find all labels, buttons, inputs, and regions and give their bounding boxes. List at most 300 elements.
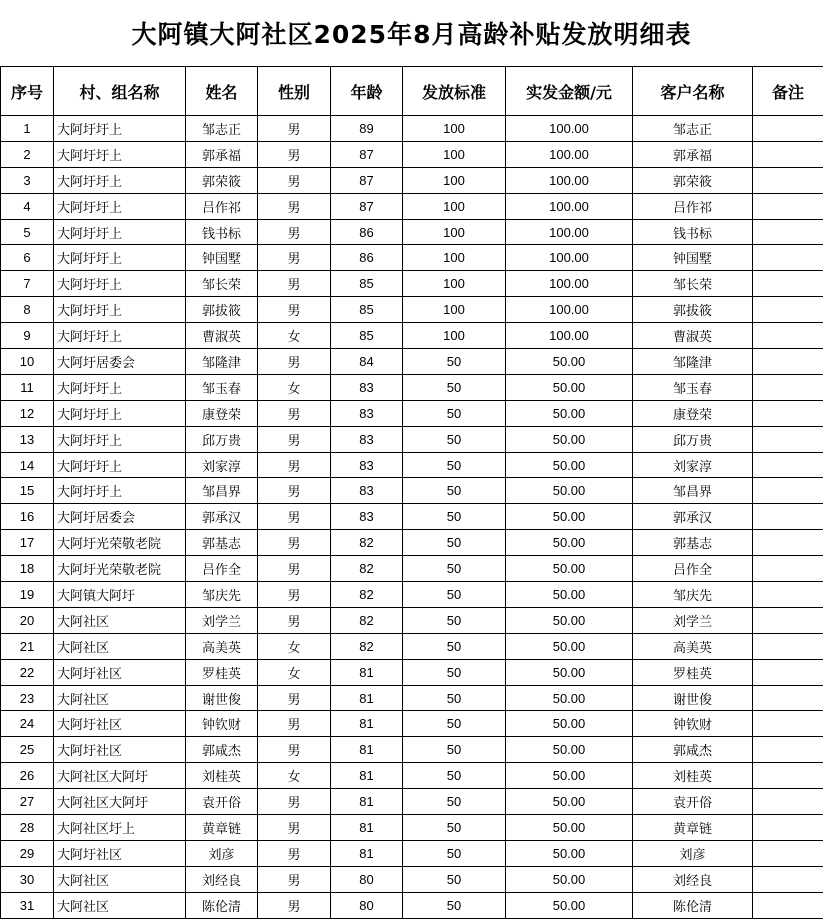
cell-name: 刘经良	[186, 866, 258, 892]
cell-name: 曹淑英	[186, 323, 258, 349]
col-header-name: 姓名	[186, 67, 258, 116]
cell-standard: 50	[403, 659, 506, 685]
cell-standard: 50	[403, 556, 506, 582]
cell-amount: 50.00	[506, 582, 633, 608]
cell-index: 25	[1, 737, 54, 763]
cell-gender: 男	[258, 478, 331, 504]
cell-index: 5	[1, 219, 54, 245]
table-row	[1, 193, 823, 219]
col-header-standard: 发放标准	[403, 67, 506, 116]
cell-customer-name: 钟国墅	[633, 245, 753, 271]
page-title: 大阿镇大阿社区2025年8月高龄补贴发放明细表	[131, 20, 692, 49]
cell-gender: 男	[258, 504, 331, 530]
cell-remarks	[753, 840, 823, 866]
cell-customer-name: 郭拔筱	[633, 297, 753, 323]
cell-remarks	[753, 349, 823, 375]
table-row	[1, 245, 823, 271]
cell-village-group: 大阿圩圩上	[54, 478, 186, 504]
cell-gender: 女	[258, 323, 331, 349]
cell-standard: 50	[403, 452, 506, 478]
cell-village-group: 大阿圩圩上	[54, 400, 186, 426]
table-row	[1, 556, 823, 582]
cell-village-group: 大阿社区大阿圩	[54, 763, 186, 789]
cell-village-group: 大阿社区大阿圩	[54, 789, 186, 815]
cell-index: 6	[1, 245, 54, 271]
cell-standard: 100	[403, 141, 506, 167]
cell-remarks	[753, 892, 823, 918]
cell-index: 10	[1, 349, 54, 375]
cell-village-group: 大阿镇大阿圩	[54, 582, 186, 608]
cell-customer-name: 邹长荣	[633, 271, 753, 297]
cell-gender: 男	[258, 141, 331, 167]
table-row	[1, 840, 823, 866]
cell-standard: 50	[403, 815, 506, 841]
cell-gender: 男	[258, 789, 331, 815]
cell-age: 81	[331, 685, 403, 711]
cell-name: 钱书标	[186, 219, 258, 245]
cell-amount: 50.00	[506, 400, 633, 426]
cell-remarks	[753, 815, 823, 841]
cell-standard: 50	[403, 763, 506, 789]
cell-age: 81	[331, 789, 403, 815]
table-row	[1, 426, 823, 452]
cell-index: 16	[1, 504, 54, 530]
cell-customer-name: 吕作全	[633, 556, 753, 582]
cell-village-group: 大阿社区	[54, 892, 186, 918]
cell-age: 81	[331, 815, 403, 841]
cell-gender: 男	[258, 167, 331, 193]
cell-name: 谢世俊	[186, 685, 258, 711]
cell-amount: 100.00	[506, 297, 633, 323]
cell-customer-name: 刘经良	[633, 866, 753, 892]
cell-village-group: 大阿圩圩上	[54, 426, 186, 452]
cell-index: 22	[1, 659, 54, 685]
cell-standard: 50	[403, 400, 506, 426]
cell-remarks	[753, 374, 823, 400]
cell-index: 26	[1, 763, 54, 789]
table-row	[1, 815, 823, 841]
cell-customer-name: 吕作祁	[633, 193, 753, 219]
cell-standard: 100	[403, 323, 506, 349]
cell-index: 15	[1, 478, 54, 504]
cell-index: 4	[1, 193, 54, 219]
cell-village-group: 大阿圩圩上	[54, 141, 186, 167]
cell-gender: 男	[258, 582, 331, 608]
cell-remarks	[753, 452, 823, 478]
table-row	[1, 530, 823, 556]
table-row	[1, 633, 823, 659]
cell-remarks	[753, 659, 823, 685]
cell-standard: 50	[403, 685, 506, 711]
cell-customer-name: 刘学兰	[633, 607, 753, 633]
cell-amount: 50.00	[506, 840, 633, 866]
cell-index: 1	[1, 116, 54, 142]
cell-age: 87	[331, 193, 403, 219]
cell-index: 21	[1, 633, 54, 659]
cell-village-group: 大阿圩圩上	[54, 271, 186, 297]
table-row	[1, 219, 823, 245]
cell-age: 81	[331, 737, 403, 763]
cell-index: 18	[1, 556, 54, 582]
cell-amount: 50.00	[506, 685, 633, 711]
cell-age: 85	[331, 297, 403, 323]
cell-gender: 女	[258, 633, 331, 659]
cell-age: 83	[331, 426, 403, 452]
cell-index: 23	[1, 685, 54, 711]
cell-age: 85	[331, 271, 403, 297]
cell-standard: 50	[403, 374, 506, 400]
cell-gender: 男	[258, 297, 331, 323]
cell-standard: 50	[403, 349, 506, 375]
cell-name: 袁开俗	[186, 789, 258, 815]
table-row	[1, 763, 823, 789]
cell-village-group: 大阿圩圩上	[54, 374, 186, 400]
cell-amount: 100.00	[506, 245, 633, 271]
cell-amount: 100.00	[506, 141, 633, 167]
cell-gender: 男	[258, 452, 331, 478]
cell-standard: 50	[403, 711, 506, 737]
cell-standard: 50	[403, 892, 506, 918]
cell-amount: 50.00	[506, 452, 633, 478]
cell-name: 刘彦	[186, 840, 258, 866]
cell-gender: 男	[258, 737, 331, 763]
cell-remarks	[753, 193, 823, 219]
cell-amount: 50.00	[506, 556, 633, 582]
cell-name: 陈伦清	[186, 892, 258, 918]
cell-remarks	[753, 763, 823, 789]
cell-amount: 50.00	[506, 633, 633, 659]
cell-index: 2	[1, 141, 54, 167]
cell-age: 83	[331, 478, 403, 504]
cell-name: 吕作全	[186, 556, 258, 582]
cell-name: 刘家淳	[186, 452, 258, 478]
cell-amount: 100.00	[506, 323, 633, 349]
cell-customer-name: 邹昌界	[633, 478, 753, 504]
cell-age: 83	[331, 452, 403, 478]
cell-village-group: 大阿圩圩上	[54, 245, 186, 271]
cell-age: 87	[331, 141, 403, 167]
cell-name: 黄章链	[186, 815, 258, 841]
cell-gender: 男	[258, 892, 331, 918]
cell-amount: 50.00	[506, 737, 633, 763]
cell-name: 钟国墅	[186, 245, 258, 271]
cell-age: 83	[331, 504, 403, 530]
table-row	[1, 349, 823, 375]
table-row	[1, 323, 823, 349]
cell-standard: 50	[403, 607, 506, 633]
cell-village-group: 大阿圩圩上	[54, 167, 186, 193]
cell-village-group: 大阿圩居委会	[54, 349, 186, 375]
col-header-amount: 实发金额/元	[506, 67, 633, 116]
cell-index: 8	[1, 297, 54, 323]
cell-village-group: 大阿圩圩上	[54, 452, 186, 478]
table-row	[1, 400, 823, 426]
table-row	[1, 167, 823, 193]
cell-index: 9	[1, 323, 54, 349]
cell-index: 20	[1, 607, 54, 633]
cell-age: 82	[331, 633, 403, 659]
cell-age: 83	[331, 400, 403, 426]
cell-customer-name: 邹隆津	[633, 349, 753, 375]
cell-gender: 男	[258, 815, 331, 841]
table-row	[1, 297, 823, 323]
table-row	[1, 737, 823, 763]
cell-village-group: 大阿社区	[54, 607, 186, 633]
cell-gender: 男	[258, 685, 331, 711]
cell-name: 郭基志	[186, 530, 258, 556]
subsidy-table	[0, 66, 823, 919]
cell-remarks	[753, 323, 823, 349]
cell-gender: 男	[258, 607, 331, 633]
cell-gender: 男	[258, 400, 331, 426]
cell-customer-name: 曹淑英	[633, 323, 753, 349]
cell-customer-name: 袁开俗	[633, 789, 753, 815]
cell-name: 吕作祁	[186, 193, 258, 219]
cell-gender: 男	[258, 711, 331, 737]
table-row	[1, 659, 823, 685]
cell-index: 27	[1, 789, 54, 815]
cell-age: 81	[331, 840, 403, 866]
cell-index: 3	[1, 167, 54, 193]
cell-amount: 50.00	[506, 504, 633, 530]
cell-village-group: 大阿圩社区	[54, 711, 186, 737]
cell-name: 邹隆津	[186, 349, 258, 375]
cell-village-group: 大阿圩社区	[54, 840, 186, 866]
cell-age: 82	[331, 582, 403, 608]
cell-remarks	[753, 866, 823, 892]
cell-age: 82	[331, 556, 403, 582]
cell-name: 康登荣	[186, 400, 258, 426]
cell-customer-name: 郭咸杰	[633, 737, 753, 763]
table-row	[1, 478, 823, 504]
cell-index: 13	[1, 426, 54, 452]
cell-standard: 100	[403, 193, 506, 219]
cell-gender: 男	[258, 245, 331, 271]
cell-age: 80	[331, 892, 403, 918]
table-row	[1, 271, 823, 297]
cell-amount: 100.00	[506, 167, 633, 193]
cell-age: 82	[331, 530, 403, 556]
cell-customer-name: 刘家淳	[633, 452, 753, 478]
cell-amount: 100.00	[506, 271, 633, 297]
cell-standard: 100	[403, 116, 506, 142]
cell-index: 14	[1, 452, 54, 478]
cell-customer-name: 钱书标	[633, 219, 753, 245]
table-row	[1, 685, 823, 711]
cell-gender: 男	[258, 116, 331, 142]
cell-gender: 男	[258, 193, 331, 219]
cell-name: 郭咸杰	[186, 737, 258, 763]
cell-remarks	[753, 426, 823, 452]
col-header-remarks: 备注	[753, 67, 823, 116]
cell-remarks	[753, 556, 823, 582]
cell-customer-name: 陈伦清	[633, 892, 753, 918]
table-row	[1, 116, 823, 142]
cell-gender: 男	[258, 219, 331, 245]
cell-index: 28	[1, 815, 54, 841]
cell-age: 89	[331, 116, 403, 142]
cell-village-group: 大阿圩光荣敬老院	[54, 556, 186, 582]
table-row	[1, 892, 823, 918]
cell-index: 19	[1, 582, 54, 608]
cell-age: 81	[331, 659, 403, 685]
cell-remarks	[753, 245, 823, 271]
cell-customer-name: 邹庆先	[633, 582, 753, 608]
cell-age: 87	[331, 167, 403, 193]
cell-remarks	[753, 478, 823, 504]
cell-name: 邹玉春	[186, 374, 258, 400]
table-row	[1, 374, 823, 400]
cell-customer-name: 邱万贵	[633, 426, 753, 452]
cell-amount: 50.00	[506, 607, 633, 633]
cell-amount: 50.00	[506, 659, 633, 685]
cell-remarks	[753, 116, 823, 142]
cell-remarks	[753, 789, 823, 815]
col-header-gender: 性别	[258, 67, 331, 116]
cell-name: 邹长荣	[186, 271, 258, 297]
cell-standard: 50	[403, 840, 506, 866]
cell-standard: 50	[403, 737, 506, 763]
cell-name: 邹志正	[186, 116, 258, 142]
table-row	[1, 789, 823, 815]
cell-name: 高美英	[186, 633, 258, 659]
header-row	[1, 67, 823, 116]
cell-name: 钟钦财	[186, 711, 258, 737]
cell-standard: 50	[403, 504, 506, 530]
cell-name: 罗桂英	[186, 659, 258, 685]
cell-name: 刘学兰	[186, 607, 258, 633]
cell-standard: 50	[403, 478, 506, 504]
table-row	[1, 452, 823, 478]
cell-index: 31	[1, 892, 54, 918]
cell-customer-name: 康登荣	[633, 400, 753, 426]
cell-gender: 女	[258, 763, 331, 789]
cell-name: 刘桂英	[186, 763, 258, 789]
cell-age: 84	[331, 349, 403, 375]
cell-name: 邹庆先	[186, 582, 258, 608]
cell-village-group: 大阿社区	[54, 685, 186, 711]
cell-customer-name: 郭基志	[633, 530, 753, 556]
cell-amount: 50.00	[506, 711, 633, 737]
cell-village-group: 大阿圩社区	[54, 659, 186, 685]
cell-amount: 50.00	[506, 349, 633, 375]
cell-remarks	[753, 607, 823, 633]
cell-village-group: 大阿圩光荣敬老院	[54, 530, 186, 556]
cell-customer-name: 刘彦	[633, 840, 753, 866]
cell-remarks	[753, 504, 823, 530]
table-row	[1, 607, 823, 633]
cell-remarks	[753, 400, 823, 426]
cell-standard: 50	[403, 426, 506, 452]
cell-age: 80	[331, 866, 403, 892]
cell-amount: 50.00	[506, 374, 633, 400]
cell-index: 7	[1, 271, 54, 297]
cell-remarks	[753, 219, 823, 245]
col-header-age: 年龄	[331, 67, 403, 116]
cell-standard: 100	[403, 245, 506, 271]
cell-gender: 男	[258, 426, 331, 452]
cell-amount: 100.00	[506, 193, 633, 219]
cell-index: 29	[1, 840, 54, 866]
cell-index: 11	[1, 374, 54, 400]
cell-customer-name: 郭承汉	[633, 504, 753, 530]
cell-age: 83	[331, 374, 403, 400]
cell-name: 郭承福	[186, 141, 258, 167]
cell-gender: 男	[258, 530, 331, 556]
cell-amount: 50.00	[506, 478, 633, 504]
table-row	[1, 866, 823, 892]
cell-gender: 男	[258, 866, 331, 892]
cell-standard: 50	[403, 866, 506, 892]
cell-customer-name: 钟钦财	[633, 711, 753, 737]
cell-customer-name: 邹玉春	[633, 374, 753, 400]
cell-standard: 100	[403, 219, 506, 245]
cell-standard: 50	[403, 582, 506, 608]
cell-customer-name: 黄章链	[633, 815, 753, 841]
cell-age: 86	[331, 245, 403, 271]
cell-village-group: 大阿圩圩上	[54, 116, 186, 142]
cell-village-group: 大阿圩圩上	[54, 297, 186, 323]
table-row	[1, 141, 823, 167]
cell-amount: 50.00	[506, 866, 633, 892]
cell-name: 邹昌界	[186, 478, 258, 504]
cell-customer-name: 罗桂英	[633, 659, 753, 685]
cell-gender: 男	[258, 840, 331, 866]
cell-age: 81	[331, 711, 403, 737]
cell-amount: 50.00	[506, 892, 633, 918]
cell-village-group: 大阿社区	[54, 866, 186, 892]
cell-standard: 100	[403, 167, 506, 193]
cell-name: 郭承汉	[186, 504, 258, 530]
cell-village-group: 大阿圩社区	[54, 737, 186, 763]
cell-remarks	[753, 685, 823, 711]
cell-customer-name: 郭承福	[633, 141, 753, 167]
cell-remarks	[753, 633, 823, 659]
table-row	[1, 582, 823, 608]
cell-gender: 男	[258, 271, 331, 297]
cell-gender: 男	[258, 556, 331, 582]
col-header-village-group: 村、组名称	[54, 67, 186, 116]
cell-village-group: 大阿圩圩上	[54, 323, 186, 349]
cell-standard: 50	[403, 789, 506, 815]
cell-amount: 100.00	[506, 219, 633, 245]
cell-village-group: 大阿圩圩上	[54, 193, 186, 219]
cell-village-group: 大阿圩居委会	[54, 504, 186, 530]
cell-remarks	[753, 530, 823, 556]
cell-remarks	[753, 582, 823, 608]
cell-index: 30	[1, 866, 54, 892]
cell-village-group: 大阿社区圩上	[54, 815, 186, 841]
cell-remarks	[753, 167, 823, 193]
cell-gender: 女	[258, 374, 331, 400]
cell-amount: 50.00	[506, 815, 633, 841]
cell-standard: 50	[403, 633, 506, 659]
cell-age: 86	[331, 219, 403, 245]
cell-customer-name: 谢世俊	[633, 685, 753, 711]
cell-customer-name: 刘桂英	[633, 763, 753, 789]
cell-index: 12	[1, 400, 54, 426]
cell-customer-name: 邹志正	[633, 116, 753, 142]
cell-index: 24	[1, 711, 54, 737]
cell-remarks	[753, 297, 823, 323]
table-row	[1, 711, 823, 737]
cell-name: 郭拔筱	[186, 297, 258, 323]
cell-standard: 100	[403, 271, 506, 297]
cell-remarks	[753, 711, 823, 737]
cell-amount: 100.00	[506, 116, 633, 142]
cell-amount: 50.00	[506, 763, 633, 789]
cell-age: 82	[331, 607, 403, 633]
